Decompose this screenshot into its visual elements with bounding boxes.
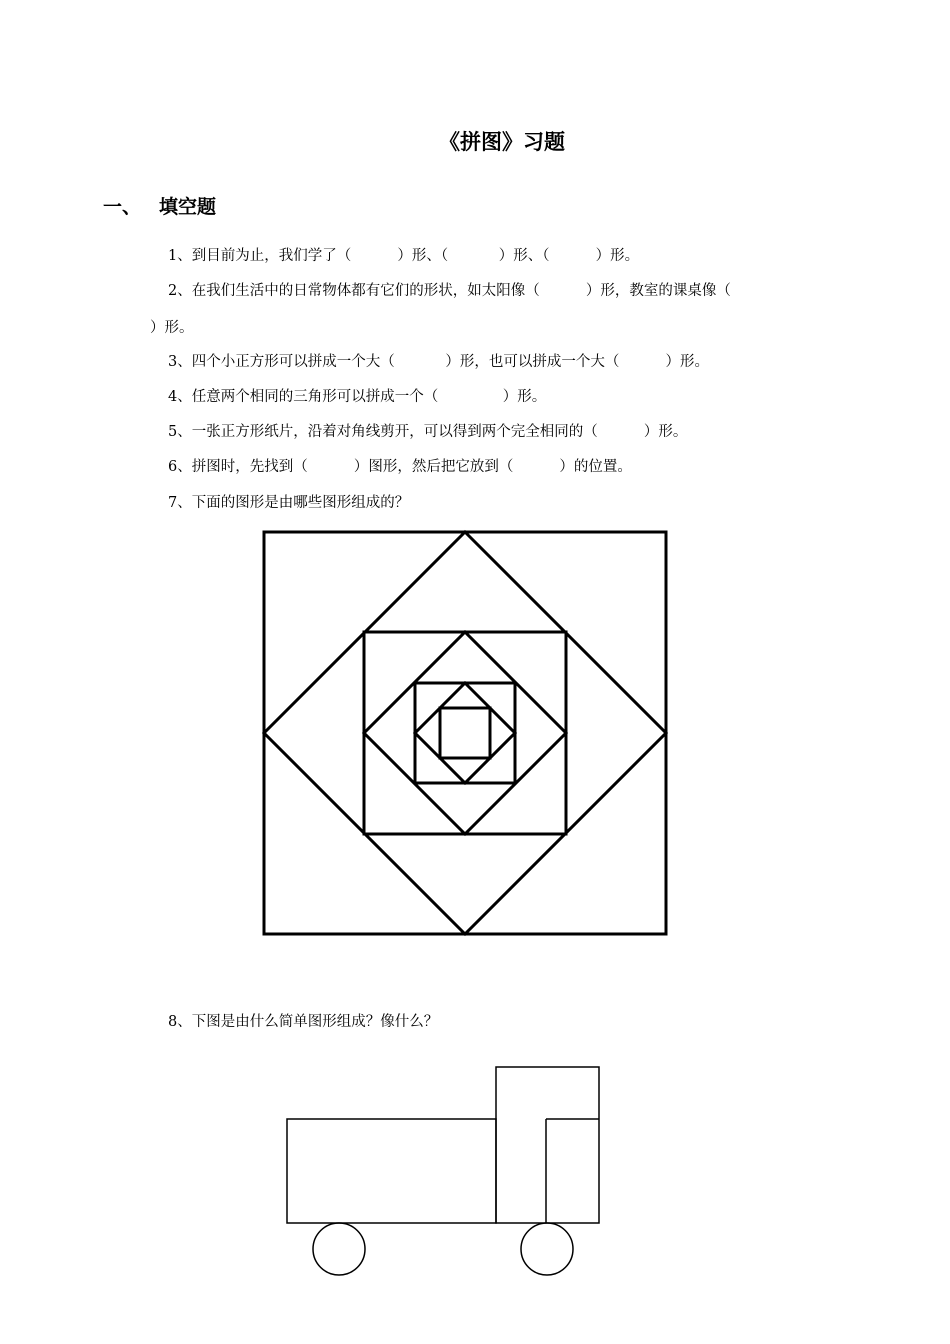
question-1: 1、到目前为止，我们学了（ ）形、（ ）形、（ ）形。 — [168, 248, 640, 264]
rear-wheel-circle — [313, 1223, 365, 1275]
question-8: 8、下图是由什么简单图形组成？像什么？ — [168, 1014, 439, 1030]
diamond-3 — [415, 683, 515, 783]
question-3: 3、四个小正方形可以拼成一个大（ ）形，也可以拼成一个大（ ）形。 — [168, 354, 710, 370]
question-2-continuation: ）形。 — [150, 320, 194, 336]
question-6: 6、拼图时，先找到（ ）图形，然后把它放到（ ）的位置。 — [168, 459, 632, 475]
section-number: 一、 — [103, 196, 142, 218]
diamond-2 — [364, 632, 566, 834]
outer-square — [264, 532, 666, 934]
page-title: 《拼图》习题 — [439, 130, 565, 154]
question-7: 7、下面的图形是由哪些图形组成的？ — [168, 495, 410, 511]
square-3 — [415, 683, 515, 783]
diamond-1 — [264, 532, 666, 934]
section-label: 填空题 — [159, 196, 217, 218]
truck-figure — [287, 1067, 599, 1275]
question-5: 5、一张正方形纸片，沿着对角线剪开，可以得到两个完全相同的（ ）形。 — [168, 424, 688, 440]
truck-body-rectangle — [287, 1119, 496, 1223]
question-2: 2、在我们生活中的日常物体都有它们的形状，如太阳像（ ）形，教室的课桌像（ — [168, 283, 731, 299]
nested-squares-figure — [264, 532, 666, 934]
question-4: 4、任意两个相同的三角形可以拼成一个（ ）形。 — [168, 389, 547, 405]
truck-cab-rectangle — [496, 1067, 599, 1223]
front-wheel-circle — [521, 1223, 573, 1275]
square-2 — [364, 632, 566, 834]
inner-square — [440, 708, 490, 758]
